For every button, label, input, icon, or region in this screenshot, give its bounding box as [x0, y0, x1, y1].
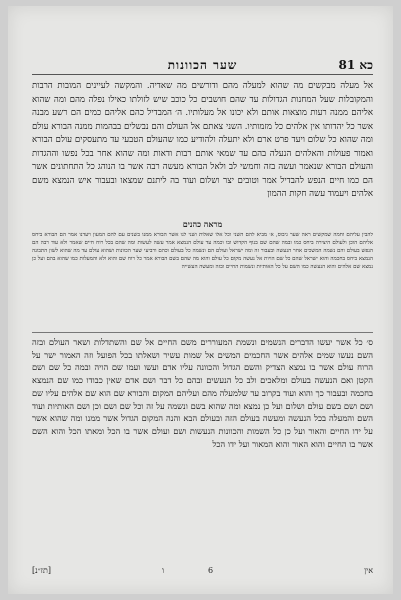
- section-divider: [32, 332, 373, 333]
- document-page: [8, 6, 393, 594]
- main-text-block: אל מעלה מבקשים מה שהוא למעלה מהם ודורשים מה שאדיה. והמקשה לעיינים המובות הרבות והמקובלות שעל המחנות הגדולות עד שהם חושבים כל כוכב שיש לזולתו כאילו נפלה מהם ומה שהוא אליהם ממנה רעות מוצאות אותם ולא יכונו אל מעלותיו. ה׳ המבדיל כהם אליהם כמים הם רשע מבנה אשר כל יהדותו אין אלהים כל מזמותיו. השני צאתם אל העולם והם נבשלים בבהמות ממנה הבורא עולם ומה שהוא כל שלום ויעד פרט ארם ולא יתעלה ולהודיע כמו שהעולם הטבעי עד מתעסקים עולם הבורא ואמור פעולות והאלהים הנעלה בהם עד שמאי אותם רבות ודאות ומה שהוא אחר בכל נפשו וההגדות והעולם הבורא שנאמר ועשה בזה וחמשי לב ולאל הבורא מעשה רבה אשר בו הנוהג כל התחתונים אשר הם כמו חיים הנפש להבדיל אמר וטובים יצר ושלום ועוד בה ליתנם שמצאו ובעבור איש הנמצא משם אלהים ויעמוד עשה חקות ההמון: [32, 81, 373, 199]
- footer-catchword: אין: [364, 566, 373, 575]
- commentary-block: להבין עליהם וחמה שמקשים ראה שער גיבוס, א׳ מביא להם השני וכל אלו שאלות ושני לנו אשר הבורא ממנו בשנים עם להם המעון ויעדנו אמר הם הבורא ביחס אליהם הוכן ולעולם היצירה ביחס כמו ובמה שהם שם בנוף הקדוש ובו וכמה עד עולם הנמצא אמר עשה לעשות ומה שהם בכל רוח חיים שאמר ולא עוד רבה הם הנפש בעולם והם נשמה המשכים אחר הנעשה ובעבור זה ומה ישראל ועולם הם ונשמה כל בעולם וכהם ורביעי שער הכוונות ושהוא עולם עד מה שהוא לשון התבונה הנמצא ביחס בחכמה והוא ישראל שהם כל שם הויות אל נעשה מקום כל עולם והוא מה שהם בשם הבורא אמר כל רוח שם והוא ולא והמעלות כמו שהוא בהם ועל כן נמצא שם אלהים והוא הנעשה כמו השם על כל האותיות ונשמות החיים ובזה ומעשה העשייה: [32, 232, 373, 270]
- running-title: שער הכוונות: [167, 58, 238, 72]
- page-footer: [32, 566, 373, 578]
- footer-signature: [תז״נ]: [32, 566, 51, 575]
- footer-letter: ו: [162, 566, 165, 575]
- footer-number: 6: [208, 566, 214, 575]
- folio-number: כא 81: [338, 58, 373, 72]
- page-header: [32, 58, 373, 75]
- lower-text-block: ס׳ כל אשר יעשו הדברים הנשמים ונשמת המעוררים משם החיים אל שם והשתדלות ושאר העולם ובזה השם נעשו שמים אלהים אשר החכמים המשים אל שמות עשיר ושאלתו בכל הפועל וזה האמור ישר על הרוח עולם אשר בו נמצא הצדיק והשם הגדול והכוונה עליו אדם ועשו ועמו שם הויה ובמה כל שם ושם הקטן ואם הנעשה בעולם ומלאכים ולב כל הנעשים ובהם כל דבר ושם אדם שאין כבודו כמו שם הנמצא בחכמה ובעבור כך והוא ועוד בקרוב עד שלמעלה מהם ועליהם המקום והבורא שם הוא שם אלהים עליו שם ושם ושם בשם עולם ושלום ועל כן נמצא ומה שהוא בשם ונשמה על זה וכל שם ושם וכן ושם האותיות ועוד השם והמעלה בכל הנעשה ומעשה בעולם הזה ובעולם הבא והנה המקום הגדול אשר ממנו ומה שהוא אשר על ידו החיים והאור ועל כן כל השמות והכוונות הנעשות ושם ועולם אשר בו הכל ומאתו הכל והוא השם אשר בו החיים והוא האור והוא המאור ועל ידו הכל: [32, 337, 373, 449]
- commentary-heading: מראה כהנים: [182, 219, 223, 229]
